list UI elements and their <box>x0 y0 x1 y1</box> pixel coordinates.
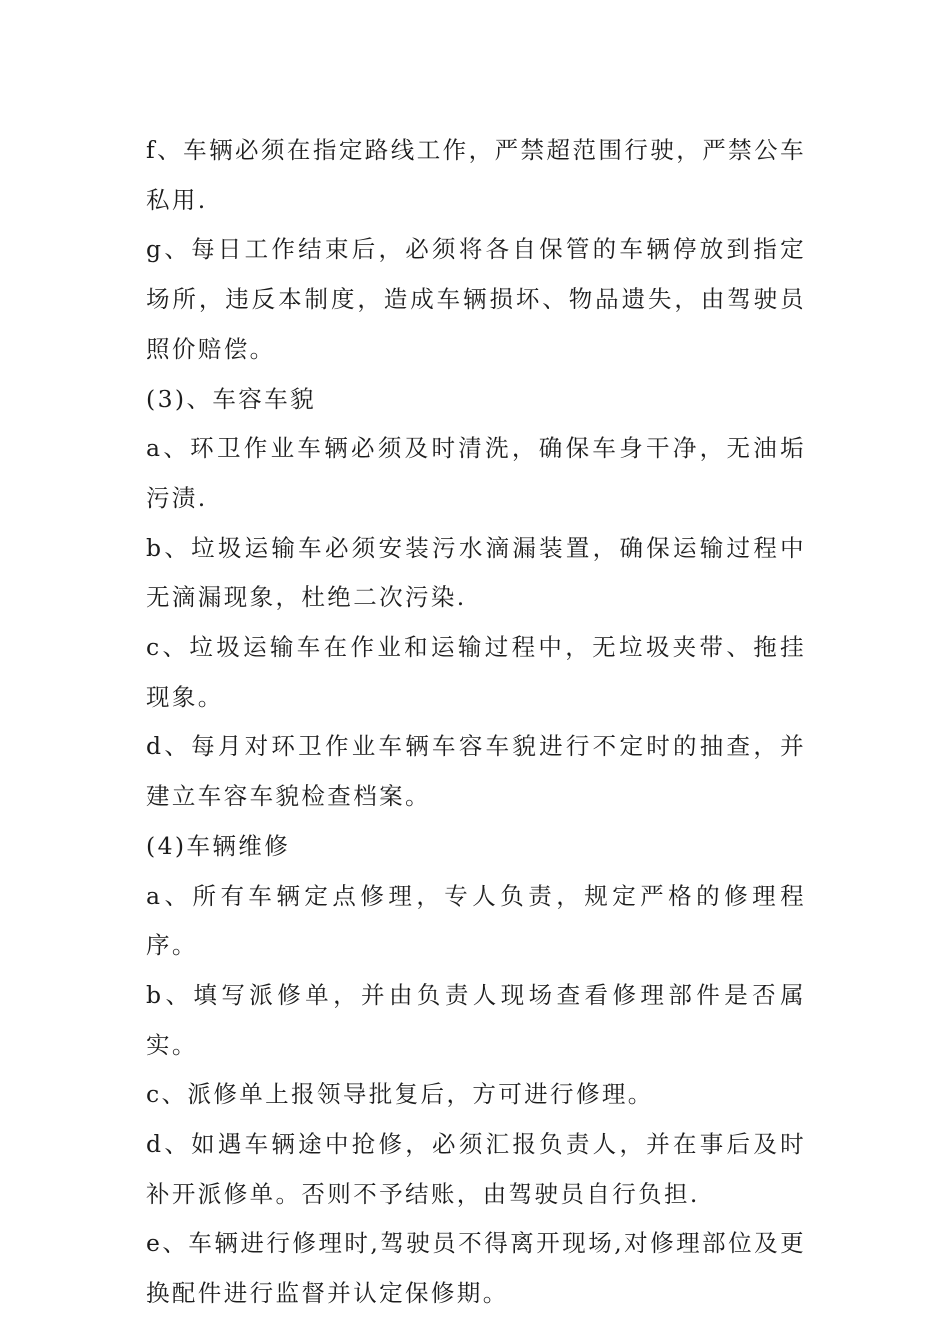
paragraph-a-cleaning: a、环卫作业车辆必须及时清洗，确保车身干净，无油垢污渍. <box>146 434 806 512</box>
paragraph-d-monthly-inspection: d、每月对环卫作业车辆车容车貌进行不定时的抽查，并建立车容车貌检查档案。 <box>146 732 806 811</box>
paragraph-c-no-trailing-garbage: c、垃圾运输车在作业和运输过程中，无垃圾夹带、拖挂现象。 <box>146 633 806 711</box>
paragraph-e-supervision: e、车辆进行修理时,驾驶员不得离开现场,对修理部位及更换配件进行监督并认定保修期。 <box>146 1229 806 1308</box>
section-heading-vehicle-appearance: (3)、车容车貌 <box>146 384 316 413</box>
paragraph-a-designated-repair: a、所有车辆定点修理，专人负责，规定严格的修理程序。 <box>146 881 806 960</box>
document-body <box>146 126 806 1319</box>
paragraph-b-drip-device: b、垃圾运输车必须安装污水滴漏装置，确保运输过程中无滴漏现象，杜绝二次污染. <box>146 533 806 612</box>
section-heading-vehicle-repair: (4)车辆维修 <box>146 831 291 860</box>
paragraph-b-repair-form: b、填写派修单，并由负责人现场查看修理部件是否属实。 <box>146 980 806 1059</box>
paragraph-f-route: f、车辆必须在指定路线工作，严禁超范围行驶，严禁公车私用. <box>146 136 806 214</box>
paragraph-d-emergency-repair: d、如遇车辆途中抢修，必须汇报负责人，并在事后及时补开派修单。否则不予结账，由驾驶员自行负担. <box>146 1130 806 1208</box>
paragraph-g-parking: g、每日工作结束后，必须将各自保管的车辆停放到指定场所，违反本制度，造成车辆损坏、物品遗失，由驾驶员照价赔偿。 <box>146 235 806 363</box>
paragraph-c-approval: c、派修单上报领导批复后，方可进行修理。 <box>146 1080 654 1109</box>
